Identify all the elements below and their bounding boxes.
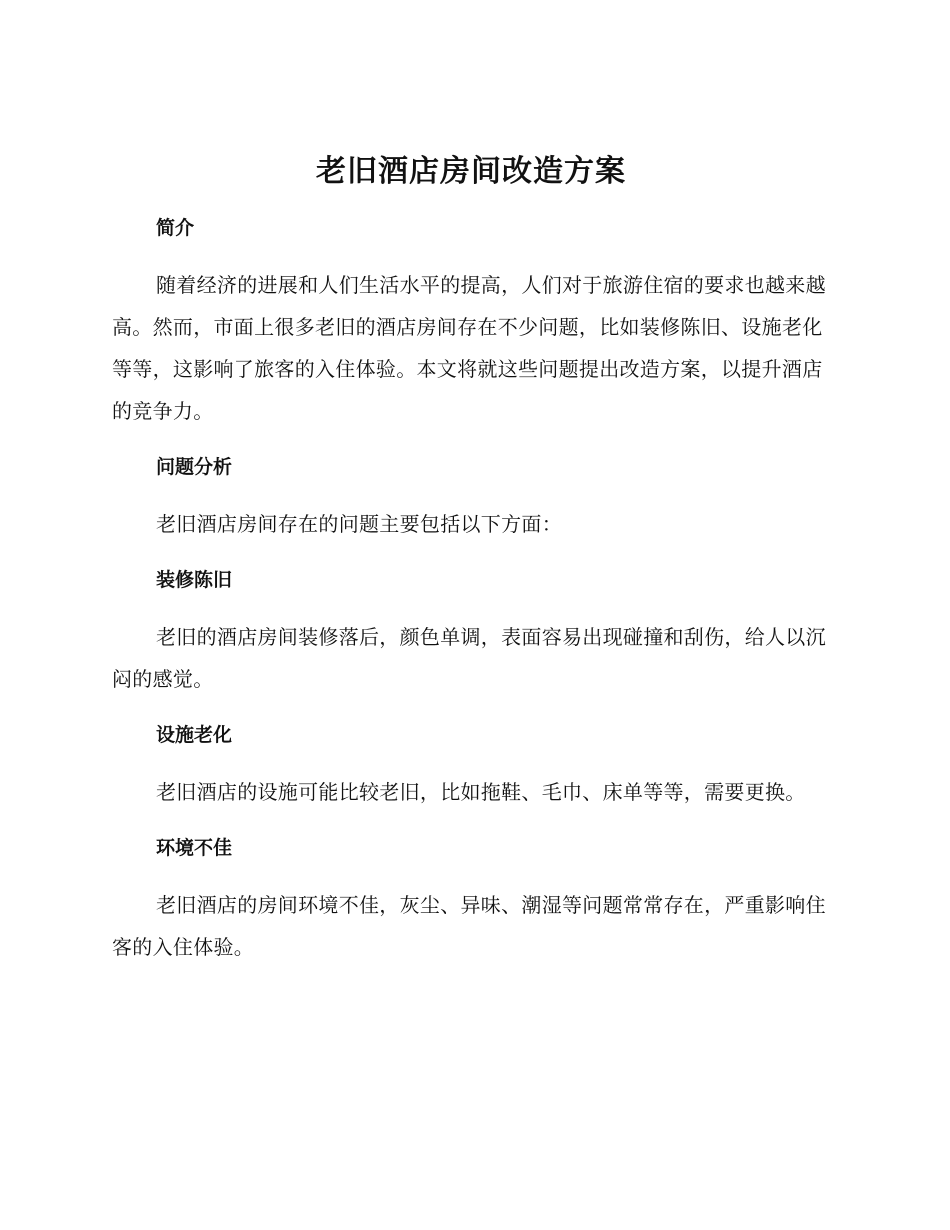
section-heading-poor-environment: 环境不佳: [156, 837, 233, 859]
section-heading-problem-analysis: 问题分析: [156, 456, 233, 478]
section-heading-intro: 简介: [156, 217, 195, 239]
section-paragraph-outdated-decoration: 老旧的酒店房间装修落后，颜色单调，表面容易出现碰撞和刮伤，给人以沉闷的感觉。: [112, 625, 826, 691]
section-heading-aging-facilities: 设施老化: [156, 724, 233, 746]
document-title: 老旧酒店房间改造方案: [316, 154, 626, 189]
section-heading-outdated-decoration: 装修陈旧: [156, 569, 233, 591]
section-paragraph-poor-environment: 老旧酒店的房间环境不佳，灰尘、异味、潮湿等问题常常存在，严重影响住客的入住体验。: [112, 893, 826, 959]
section-paragraph-problem-analysis: 老旧酒店房间存在的问题主要包括以下方面：: [156, 512, 562, 536]
section-paragraph-aging-facilities: 老旧酒店的设施可能比较老旧，比如拖鞋、毛巾、床单等等，需要更换。: [156, 780, 806, 804]
document-body: [112, 148, 830, 985]
section-paragraph-intro: 随着经济的进展和人们生活水平的提高，人们对于旅游住宿的要求也越来越高。然而，市面上很多老旧的酒店房间存在不少问题，比如装修陈旧、设施老化等等，这影响了旅客的入住体验。本文将就这些问题提出改造方案，以提升酒店的竞争力。: [112, 273, 826, 423]
